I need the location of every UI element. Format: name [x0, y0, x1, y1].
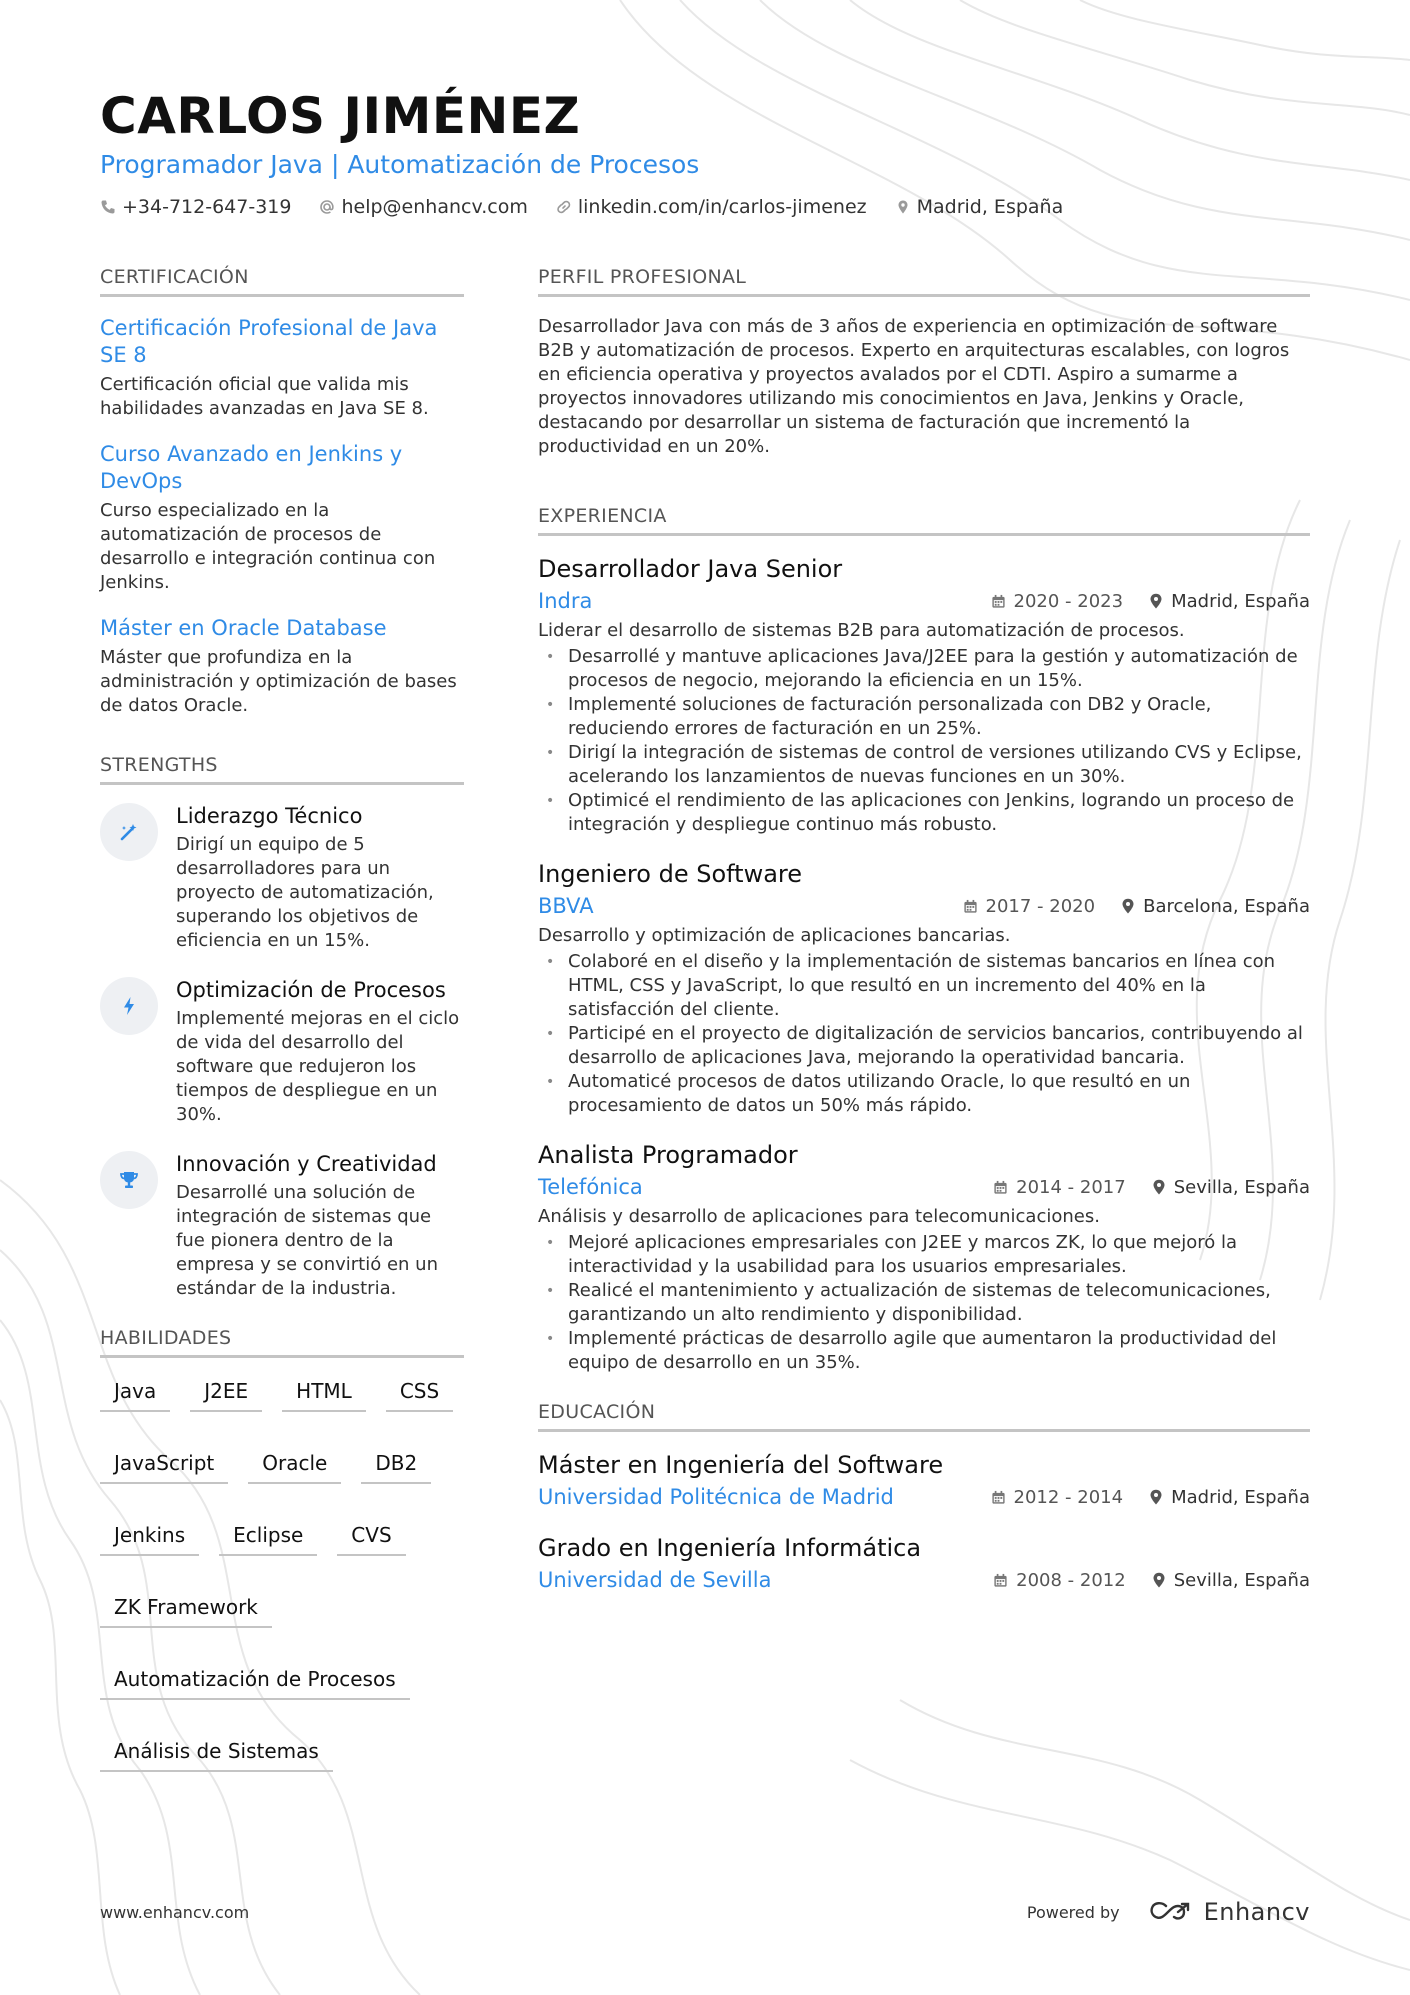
candidate-name: CARLOS JIMÉNEZ: [100, 87, 581, 145]
experience-heading: EXPERIENCIA: [538, 505, 1310, 536]
email-text[interactable]: help@enhancv.com: [341, 196, 528, 218]
cert-item: [100, 615, 464, 718]
strength-item: [100, 977, 464, 1127]
job-dates: [963, 896, 1096, 917]
right-column: [538, 266, 1310, 1616]
job-meta-right: [991, 591, 1310, 612]
job-bullet: • Participé en el proyecto de digitalización de servicios bancarios, contribuyendo al desarrollo de aplicaciones Java, mejorando la operatividad bancaria.: [538, 1022, 1310, 1070]
location-text: Madrid, España: [916, 196, 1064, 218]
education-location: [1149, 1487, 1310, 1508]
profile-section: [538, 266, 1310, 459]
education-meta-right: [991, 1487, 1310, 1508]
education-entry: [538, 1533, 1310, 1594]
job-dates-text: 2014 - 2017: [1016, 1176, 1126, 1198]
contact-bar: [100, 196, 1310, 218]
job-entry: [538, 554, 1310, 837]
job-description: Análisis y desarrollo de aplicaciones para telecomunicaciones.: [538, 1206, 1100, 1227]
certification-section: [100, 266, 464, 718]
education-degree: Grado en Ingeniería Informática: [538, 1534, 922, 1562]
strength-title: Innovación y Creatividad: [176, 1152, 437, 1176]
cert-title: Curso Avanzado en Jenkins y DevOps: [100, 442, 403, 493]
map-pin-icon: [1152, 1572, 1166, 1588]
map-pin-icon: [1152, 1179, 1166, 1195]
job-title: Desarrollador Java Senior: [538, 555, 843, 583]
phone-text[interactable]: +34-712-647-319: [122, 196, 292, 218]
left-column: [100, 266, 464, 1772]
candidate-title: Programador Java | Automatización de Procesos: [100, 150, 700, 179]
bolt-icon: [100, 977, 158, 1035]
job-company: BBVA: [538, 894, 594, 918]
job-bullets: [538, 1231, 1310, 1375]
skill-tag: Oracle: [248, 1448, 341, 1484]
education-location-text: Sevilla, España: [1173, 1569, 1310, 1591]
link-icon: [556, 199, 572, 215]
job-dates: [991, 591, 1124, 612]
job-bullet: • Dirigí la integración de sistemas de control de versiones utilizando CVS y Eclipse, acelerando los lanzamientos de nuevas funciones en un 30%.: [538, 741, 1310, 789]
job-description: Liderar el desarrollo de sistemas B2B para automatización de procesos.: [538, 620, 1185, 641]
skill-tag: JavaScript: [100, 1448, 228, 1484]
skill-tag: Jenkins: [100, 1520, 199, 1556]
education-meta: [538, 1483, 1310, 1511]
strength-item: [100, 803, 464, 953]
skills-section: [100, 1327, 464, 1772]
job-bullet: • Colaboré en el diseño y la implementación de sistemas bancarios en línea con HTML, CSS y JavaScript, lo que resultó en un incremento del 40% en la satisfacción del cliente.: [538, 950, 1310, 1022]
job-bullet: • Desarrollé y mantuve aplicaciones Java/J2EE para la gestión y automatización de procesos de negocio, mejorando la eficiencia en un 15%.: [538, 645, 1310, 693]
education-school: Universidad de Sevilla: [538, 1568, 772, 1592]
job-entry: [538, 859, 1310, 1118]
education-dates-text: 2008 - 2012: [1016, 1569, 1126, 1591]
phone-icon: [100, 199, 116, 215]
strength-desc: Desarrollé una solución de integración de sistemas que fue pionera dentro de la empresa y se convirtió en un estándar de la industria.: [176, 1182, 438, 1299]
job-bullets: [538, 645, 1310, 837]
skill-tag: CSS: [386, 1376, 453, 1412]
footer: [100, 1898, 1310, 1926]
education-dates: [991, 1487, 1124, 1508]
certification-heading: CERTIFICACIÓN: [100, 266, 464, 297]
education-dates-text: 2012 - 2014: [1013, 1486, 1124, 1508]
strengths-heading: STRENGTHS: [100, 754, 464, 785]
job-bullet: • Implementé soluciones de facturación personalizada con DB2 y Oracle, reduciendo errores de facturación en un 25%.: [538, 693, 1310, 741]
contact-phone: [100, 196, 291, 218]
job-title: Analista Programador: [538, 1141, 798, 1169]
cert-desc: Certificación oficial que valida mis habilidades avanzadas en Java SE 8.: [100, 374, 429, 419]
contact-email: [319, 196, 527, 218]
education-school: Universidad Politécnica de Madrid: [538, 1485, 894, 1509]
profile-heading: PERFIL PROFESIONAL: [538, 266, 1310, 297]
job-meta-right: [993, 1177, 1310, 1198]
job-bullet: • Implementé prácticas de desarrollo agile que aumentaron la productividad del equipo de desarrollo en un 35%.: [538, 1327, 1310, 1375]
job-company: Indra: [538, 589, 593, 613]
profile-summary: Desarrollador Java con más de 3 años de experiencia en optimización de software B2B y automatización de procesos. Experto en arquitecturas escalables, con logros en eficiencia operativa y proyectos avalados por el CDTI. Aspiro a sumarme a proyectos innovadores utilizando mis conocimientos en Java, Jenkins y Oracle, destacando por desarrollar un sistema de facturación que incrementó la productividad en un 20%.: [538, 316, 1290, 457]
calendar-icon: [991, 594, 1006, 609]
education-heading: EDUCACIÓN: [538, 1401, 1310, 1432]
strengths-section: [100, 754, 464, 1301]
strength-desc: Dirigí un equipo de 5 desarrolladores para un proyecto de automatización, superando los objetivos de eficiencia en un 15%.: [176, 834, 434, 951]
skills-heading: HABILIDADES: [100, 1327, 464, 1358]
skill-tag: ZK Framework: [100, 1592, 272, 1628]
job-dates: [993, 1177, 1126, 1198]
job-entry: [538, 1140, 1310, 1375]
powered-by: [1027, 1898, 1310, 1926]
skill-tag: Eclipse: [219, 1520, 317, 1556]
map-pin-icon: [895, 199, 911, 215]
skill-tag: CVS: [337, 1520, 405, 1556]
job-bullet: • Mejoré aplicaciones empresariales con J2EE y marcos ZK, lo que mejoró la interactividad y la usabilidad para los usuarios empresariales.: [538, 1231, 1310, 1279]
cert-item: [100, 315, 464, 421]
education-dates: [993, 1570, 1126, 1591]
calendar-icon: [993, 1573, 1008, 1588]
skill-tag: J2EE: [190, 1376, 262, 1412]
skills-list: [100, 1376, 464, 1772]
contact-location: [895, 196, 1064, 218]
job-meta: [538, 587, 1310, 615]
map-pin-icon: [1121, 898, 1135, 914]
job-bullet: • Optimicé el rendimiento de las aplicaciones con Jenkins, logrando un proceso de integración y despliegue continuo más robusto.: [538, 789, 1310, 837]
strength-title: Optimización de Procesos: [176, 978, 446, 1002]
strength-title: Liderazgo Técnico: [176, 804, 363, 828]
job-bullets: [538, 950, 1310, 1118]
skill-tag: DB2: [361, 1448, 431, 1484]
education-meta: [538, 1566, 1310, 1594]
strength-desc: Implementé mejoras en el ciclo de vida del desarrollo del software que redujeron los tiempos de despliegue en un 30%.: [176, 1008, 460, 1125]
cert-item: [100, 441, 464, 595]
calendar-icon: [963, 899, 978, 914]
map-pin-icon: [1149, 593, 1163, 609]
cert-desc: Curso especializado en la automatización de procesos de desarrollo e integración continua con Jenkins.: [100, 500, 436, 593]
job-location: [1152, 1177, 1310, 1198]
job-location-text: Madrid, España: [1171, 590, 1310, 612]
enhancv-logo-icon: [1148, 1900, 1194, 1924]
job-dates-text: 2020 - 2023: [1013, 590, 1124, 612]
job-meta-right: [963, 896, 1310, 917]
at-icon: [319, 199, 335, 215]
footer-url[interactable]: www.enhancv.com: [100, 1902, 250, 1922]
wand-icon: [100, 803, 158, 861]
map-pin-icon: [1149, 1489, 1163, 1505]
job-meta: [538, 1173, 1310, 1201]
job-description: Desarrollo y optimización de aplicaciones bancarias.: [538, 925, 1011, 946]
enhancv-logo[interactable]: [1148, 1898, 1310, 1926]
education-entry: [538, 1450, 1310, 1511]
skill-tag: Automatización de Procesos: [100, 1664, 410, 1700]
enhancv-brand-text: Enhancv: [1203, 1898, 1310, 1926]
education-degree: Máster en Ingeniería del Software: [538, 1451, 944, 1479]
job-dates-text: 2017 - 2020: [985, 895, 1096, 917]
education-section: [538, 1401, 1310, 1594]
job-title: Ingeniero de Software: [538, 860, 803, 888]
calendar-icon: [991, 1490, 1006, 1505]
trophy-icon: [100, 1151, 158, 1209]
job-company: Telefónica: [538, 1175, 643, 1199]
skill-tag: HTML: [282, 1376, 366, 1412]
education-meta-right: [993, 1570, 1310, 1591]
job-location-text: Barcelona, España: [1143, 895, 1310, 917]
resume-header: [100, 88, 1310, 218]
calendar-icon: [993, 1180, 1008, 1195]
strength-item: [100, 1151, 464, 1301]
education-location-text: Madrid, España: [1171, 1486, 1310, 1508]
experience-section: [538, 505, 1310, 1375]
cert-title: Certificación Profesional de Java SE 8: [100, 316, 438, 367]
contact-linkedin: [556, 196, 867, 218]
job-meta: [538, 892, 1310, 920]
cert-desc: Máster que profundiza en la administración y optimización de bases de datos Oracle.: [100, 647, 457, 716]
job-bullet: • Automaticé procesos de datos utilizando Oracle, lo que resultó en un procesamiento de datos un 50% más rápido.: [538, 1070, 1310, 1118]
cert-title: Máster en Oracle Database: [100, 616, 387, 640]
job-bullet: • Realicé el mantenimiento y actualización de sistemas de telecomunicaciones, garantizando un alto rendimiento y disponibilidad.: [538, 1279, 1310, 1327]
job-location: [1121, 896, 1310, 917]
skill-tag: Java: [100, 1376, 170, 1412]
education-location: [1152, 1570, 1310, 1591]
job-location-text: Sevilla, España: [1173, 1176, 1310, 1198]
linkedin-text[interactable]: linkedin.com/in/carlos-jimenez: [577, 196, 867, 218]
job-location: [1149, 591, 1310, 612]
powered-by-text: Powered by: [1026, 1902, 1120, 1922]
skill-tag: Análisis de Sistemas: [100, 1736, 333, 1772]
